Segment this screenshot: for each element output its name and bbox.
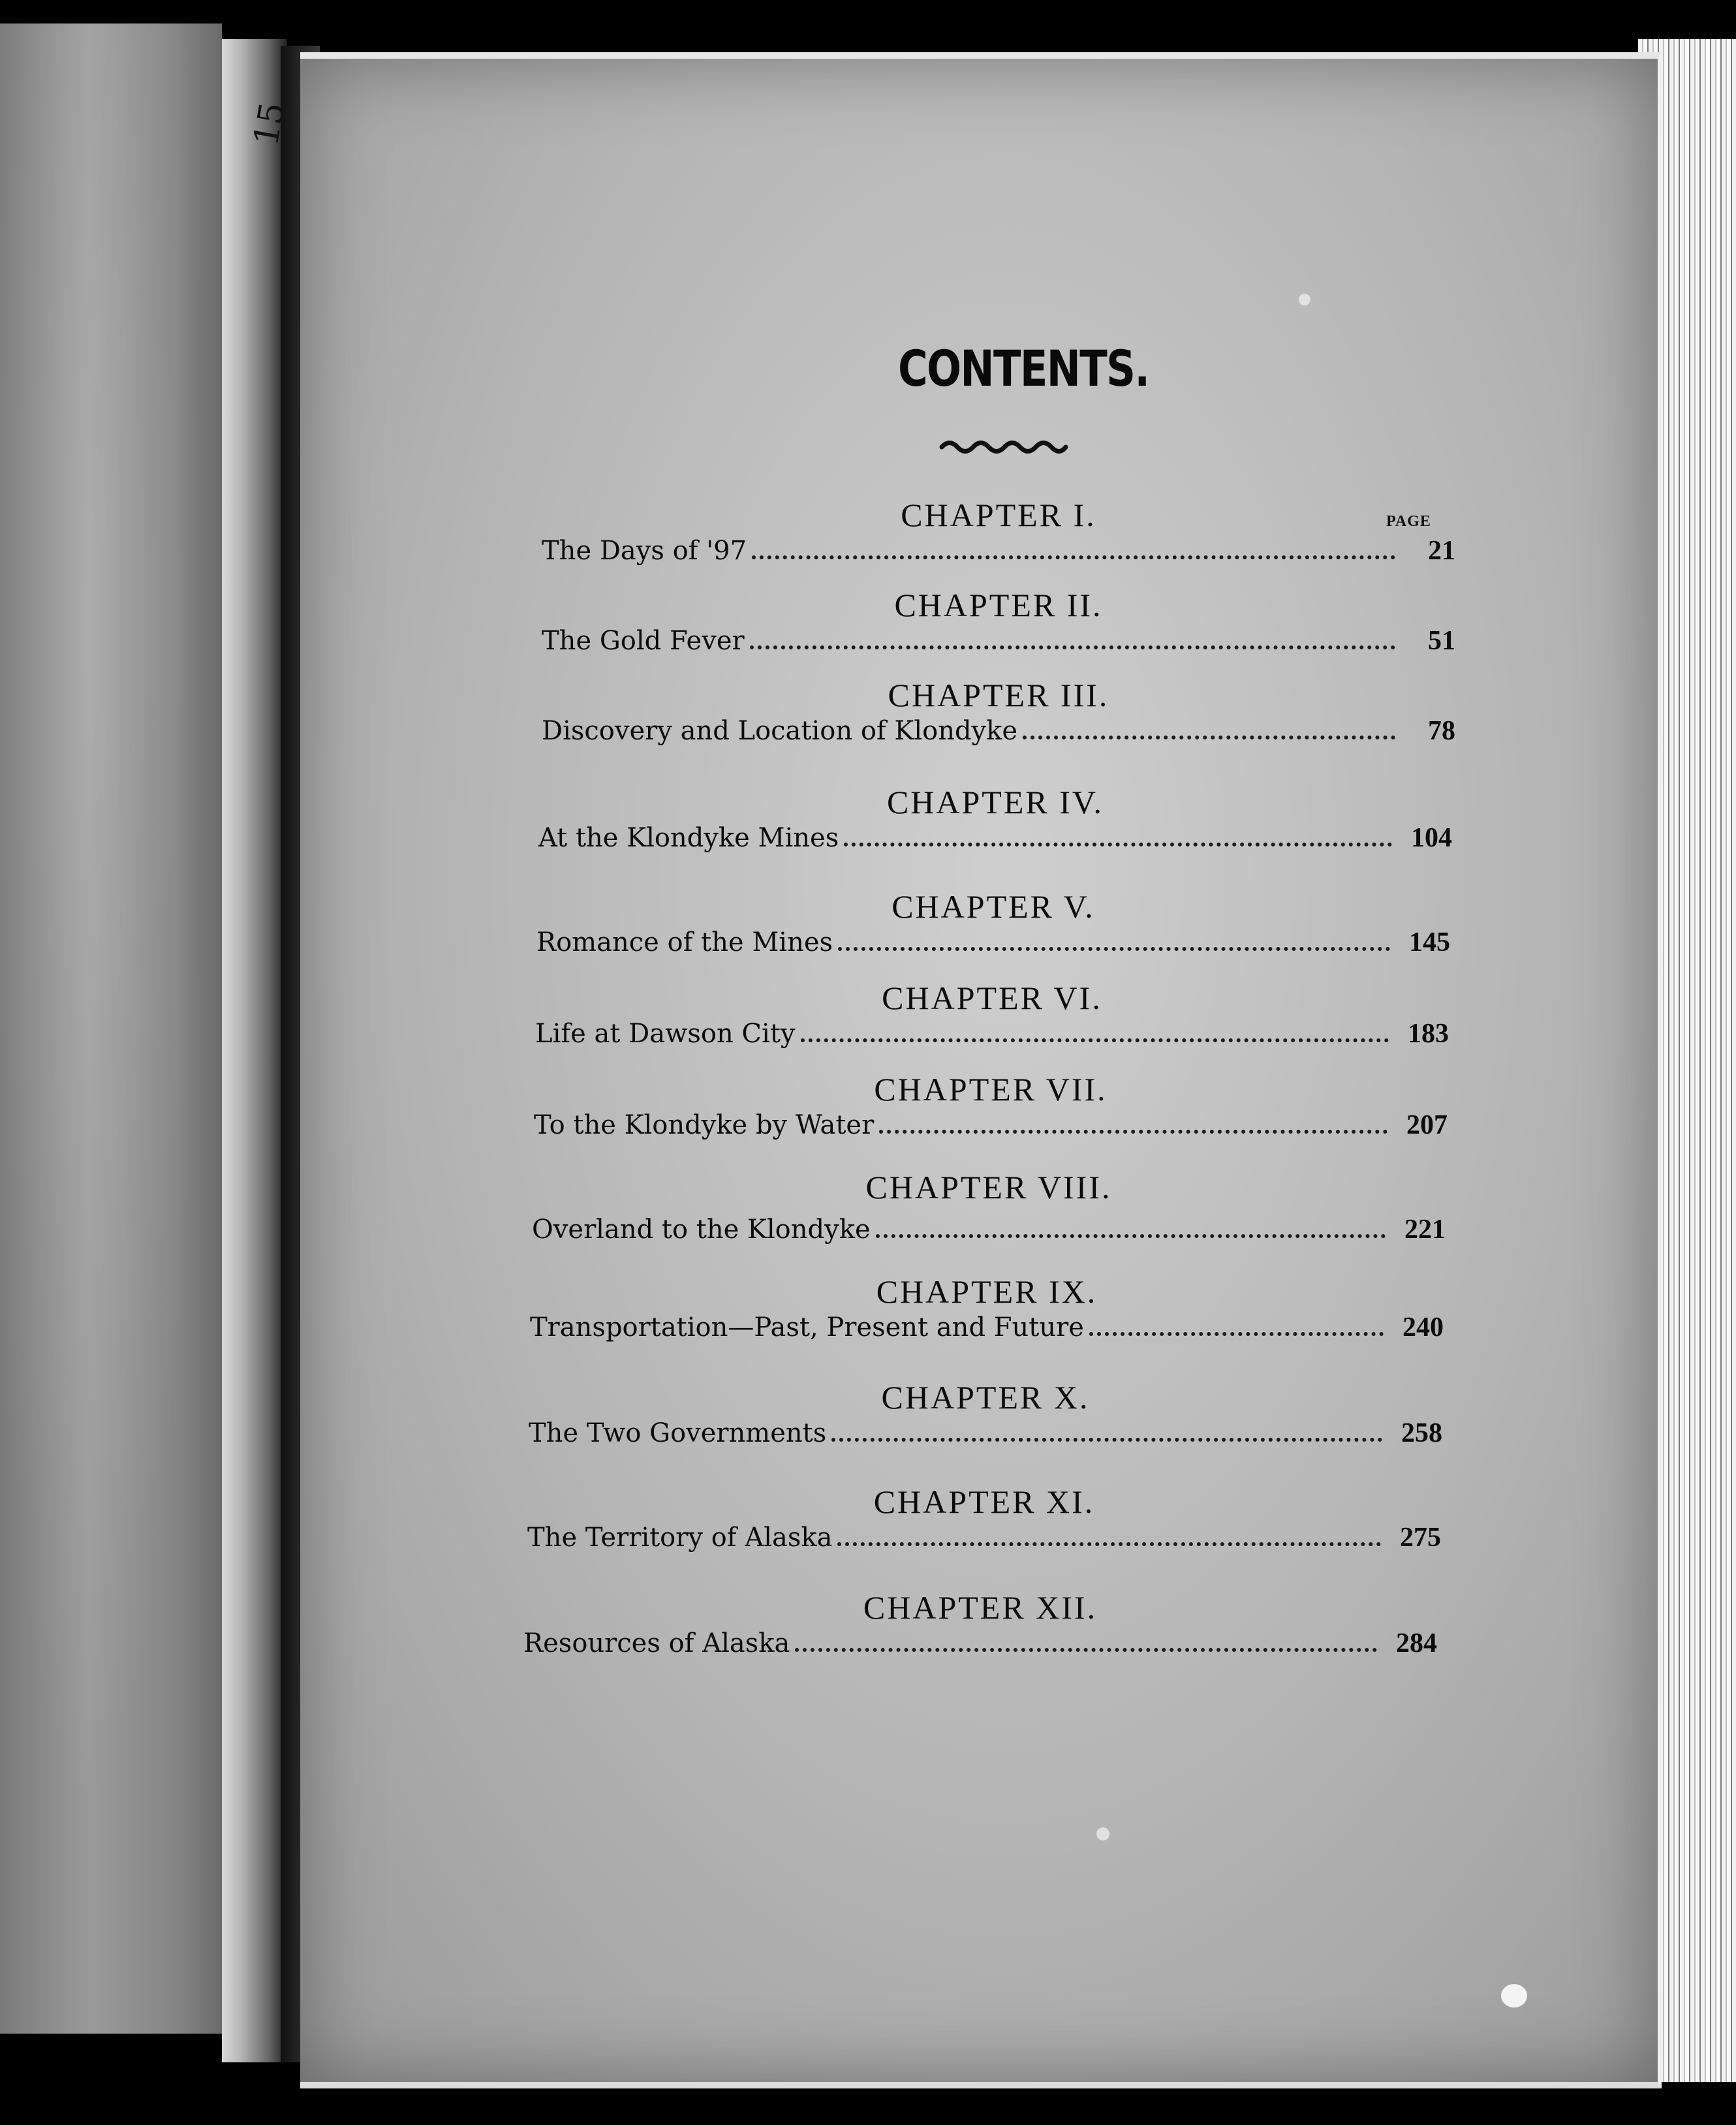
toc-line — [536, 927, 1450, 958]
dot-leader — [844, 842, 1392, 846]
toc-entry[interactable] — [536, 888, 1450, 972]
chapter-title: The Two Governments — [529, 1418, 827, 1448]
dot-leader — [801, 1038, 1389, 1042]
chapter-title: Overland to the Klondyke — [532, 1215, 871, 1245]
dust-speck — [1096, 1827, 1109, 1840]
chapter-title: The Gold Fever — [542, 626, 745, 656]
page-number: 104 — [1411, 823, 1452, 853]
book-gutter — [222, 39, 287, 2062]
toc-line — [535, 1018, 1449, 1049]
dot-leader — [752, 555, 1395, 559]
toc-entry[interactable] — [535, 979, 1449, 1064]
page-number: 258 — [1401, 1418, 1442, 1448]
page-number: 240 — [1403, 1312, 1444, 1342]
page-number: 284 — [1396, 1628, 1437, 1658]
toc-line — [542, 535, 1455, 566]
dot-leader — [1089, 1331, 1384, 1336]
toc-entry[interactable] — [523, 1589, 1437, 1673]
chapter-heading: CHAPTER IX. — [876, 1273, 1098, 1310]
chapter-heading: CHAPTER IV. — [886, 784, 1104, 820]
chapter-title: The Territory of Alaska — [527, 1523, 833, 1553]
toc-line — [534, 1109, 1448, 1141]
chapter-title: At the Klondyke Mines — [538, 823, 839, 853]
chapter-title: Discovery and Location of Klondyke — [542, 716, 1018, 746]
chapter-heading: CHAPTER X. — [881, 1379, 1090, 1416]
chapter-heading: CHAPTER III. — [888, 677, 1109, 713]
dot-leader — [795, 1647, 1377, 1652]
toc-line — [530, 1312, 1444, 1343]
chapter-heading: CHAPTER V. — [891, 888, 1095, 925]
dot-leader — [750, 645, 1395, 649]
page-number: 145 — [1409, 927, 1450, 957]
toc-line — [523, 1628, 1437, 1659]
page-number: 221 — [1404, 1215, 1446, 1245]
page-number: 78 — [1428, 716, 1455, 746]
dust-speck — [1501, 1984, 1527, 2008]
toc-entry[interactable] — [542, 586, 1455, 671]
toc-entry[interactable] — [527, 1483, 1441, 1568]
toc-entry[interactable] — [538, 783, 1452, 868]
toc-line — [542, 715, 1455, 747]
chapter-heading: CHAPTER I. — [901, 497, 1096, 533]
dot-leader — [837, 1542, 1381, 1546]
chapter-title: Romance of the Mines — [536, 927, 833, 957]
toc-entry[interactable] — [534, 1070, 1448, 1155]
chapter-heading: CHAPTER VII. — [874, 1071, 1108, 1108]
page-number: 207 — [1406, 1110, 1448, 1140]
toc-entry[interactable] — [542, 496, 1455, 581]
page-number: 51 — [1428, 626, 1455, 656]
dot-leader — [831, 1437, 1382, 1442]
page-column-label: PAGE — [1386, 513, 1431, 530]
dust-speck — [1299, 294, 1310, 305]
page-number: 275 — [1400, 1523, 1441, 1553]
dot-leader — [1023, 735, 1395, 739]
chapter-heading: CHAPTER II. — [894, 587, 1103, 623]
dot-leader — [879, 1129, 1387, 1134]
toc-line — [538, 822, 1452, 854]
toc-entry[interactable] — [542, 676, 1455, 761]
chapter-heading: CHAPTER VI. — [882, 980, 1102, 1016]
toc-entry[interactable] — [529, 1378, 1442, 1463]
toc-entry[interactable] — [532, 1168, 1446, 1253]
chapter-heading: CHAPTER XII. — [863, 1589, 1098, 1626]
dot-leader — [838, 946, 1390, 951]
chapter-heading: CHAPTER VIII. — [865, 1169, 1112, 1205]
chapter-title: Resources of Alaska — [523, 1628, 790, 1658]
toc-line — [527, 1522, 1441, 1553]
toc-line — [532, 1214, 1446, 1245]
chapter-heading: CHAPTER XI. — [873, 1483, 1095, 1520]
toc-line — [529, 1418, 1442, 1449]
toc-entry[interactable] — [530, 1273, 1444, 1357]
left-page-leaf — [0, 23, 222, 2034]
chapter-title: Life at Dawson City — [535, 1019, 796, 1049]
margin-annotation: 15 — [246, 99, 293, 149]
toc-line — [542, 625, 1455, 657]
chapter-title: Transportation—Past, Present and Future — [530, 1312, 1084, 1342]
page-number: 183 — [1408, 1019, 1449, 1049]
dot-leader — [876, 1233, 1386, 1238]
wavy-rule-ornament — [938, 437, 1069, 457]
page-title: CONTENTS. — [898, 339, 1149, 397]
chapter-title: To the Klondyke by Water — [534, 1110, 875, 1140]
chapter-title: The Days of '97 — [542, 536, 747, 566]
page-number: 21 — [1428, 536, 1455, 566]
